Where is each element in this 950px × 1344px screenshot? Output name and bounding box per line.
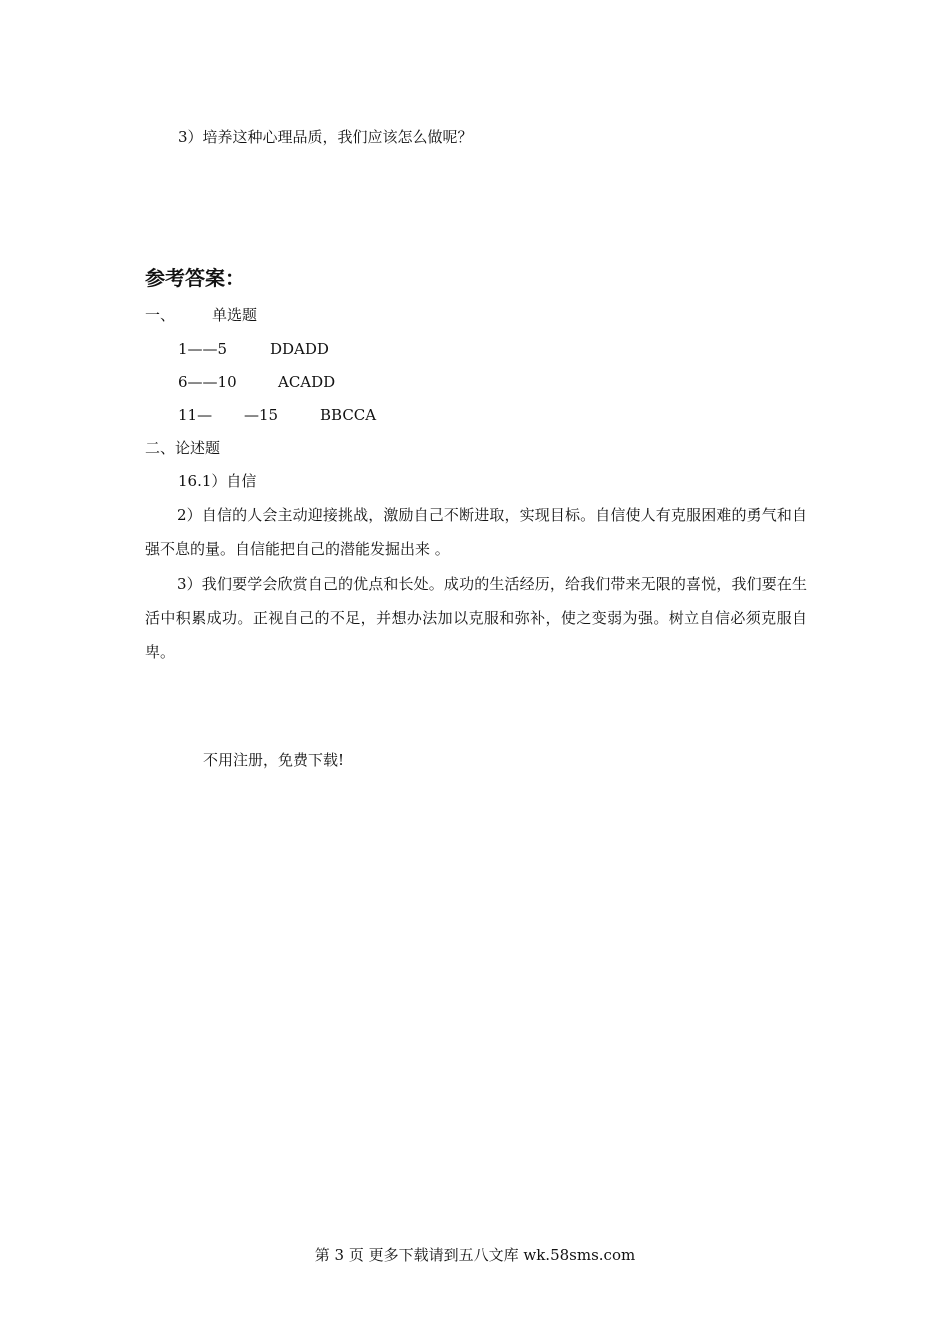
answer-16-1: 16.1）自信: [178, 472, 257, 490]
answer-row-2-range: 6——10: [178, 373, 237, 391]
answer-row-1-value: DDADD: [270, 340, 329, 358]
section2-title: 二、论述题: [145, 439, 221, 457]
answers-heading: 参考答案：: [145, 266, 245, 290]
answer-row-2-value: ACADD: [278, 373, 336, 391]
answer-16-2: 2）自信的人会主动迎接挑战，激励自己不断进取，实现目标。自信使人有克服困难的勇气和自强不息的量。自信能把自己的潜能发掘出来 。: [145, 506, 807, 558]
page-footer: 第 3 页 更多下载请到五八文库 wk.58sms.com: [314, 1246, 636, 1264]
answer-row-3-range-start: 11—: [178, 406, 213, 424]
promo-text: 不用注册，免费下载!: [203, 751, 345, 769]
answer-row-1-range: 1——5: [178, 340, 228, 358]
section1-title: 单选题: [212, 306, 258, 324]
answer-row-3-range-end: —15: [244, 406, 279, 424]
section1-number: 一、: [145, 306, 176, 324]
answer-row-3-value: BBCCA: [320, 406, 377, 424]
question-3: 3）培养这种心理品质，我们应该怎么做呢？: [178, 128, 473, 146]
answer-16-3: 3）我们要学会欣赏自己的优点和长处。成功的生活经历，给我们带来无限的喜悦，我们要在生活中积累成功。正视自己的不足，并想办法加以克服和弥补，使之变弱为强。树立自信必须克服自卑。: [145, 575, 807, 661]
